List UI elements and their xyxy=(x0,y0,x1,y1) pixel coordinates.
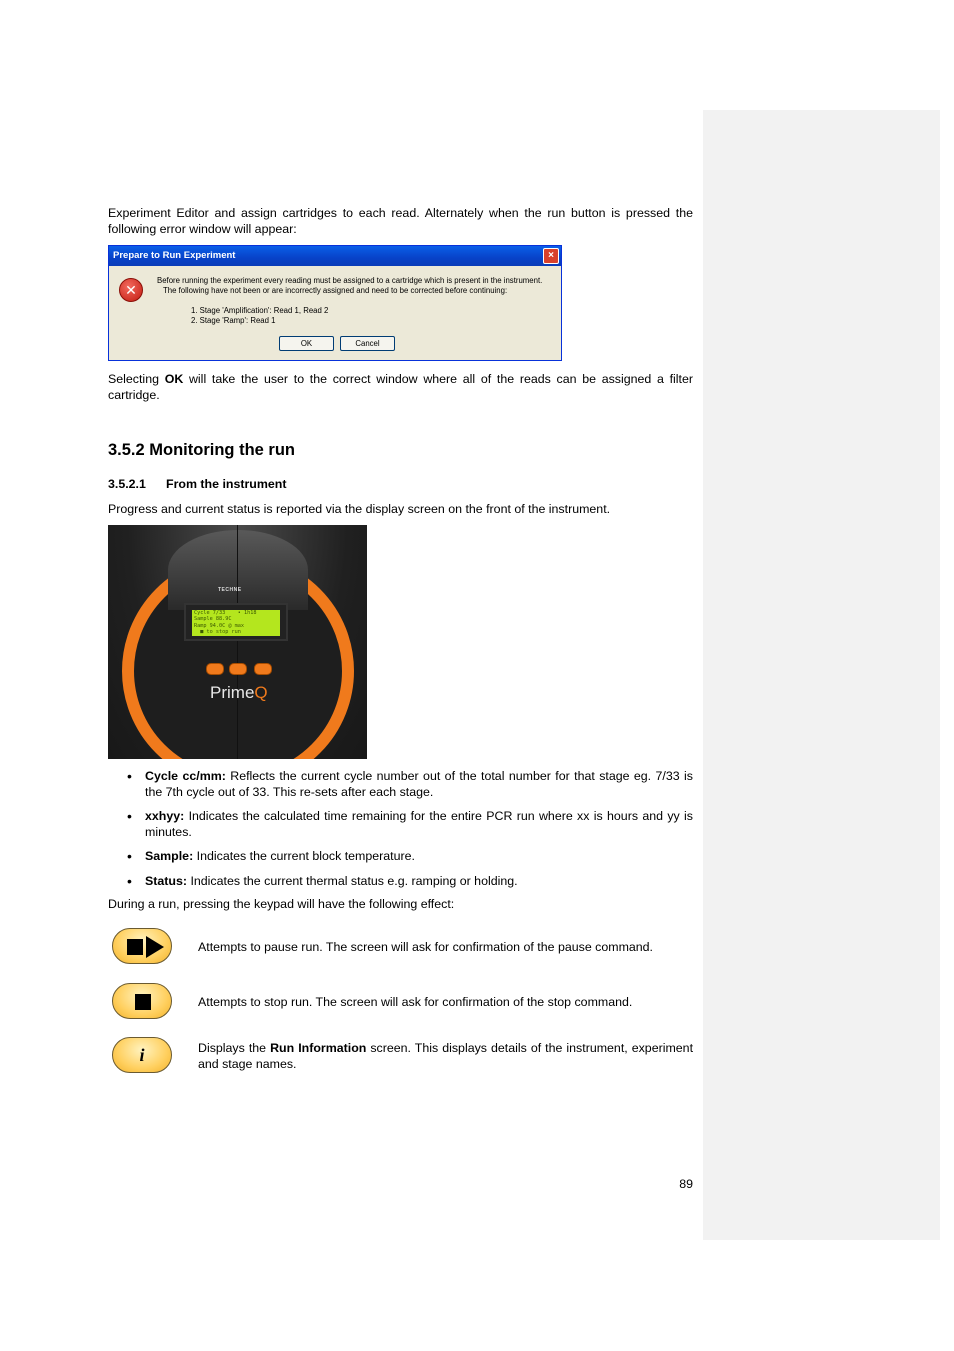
pause-description: Attempts to pause run. The screen will ask for confirmation of the pause command. xyxy=(198,940,654,954)
pause-square-shape xyxy=(127,939,143,955)
info-glyph: i xyxy=(139,1045,145,1065)
subsection-number: 3.5.2.1 xyxy=(108,477,146,491)
dialog-message-line1: Before running the experiment every reading must be assigned to a cartridge which is present in the instrument. xyxy=(157,276,543,285)
photo-dome xyxy=(168,530,308,610)
photo-info-key xyxy=(254,663,272,675)
text-bold: Status: xyxy=(145,874,187,888)
dialog-title: Prepare to Run Experiment xyxy=(113,250,236,261)
page-number: 89 xyxy=(679,1177,693,1191)
primeq-logo xyxy=(210,683,268,703)
bullet-item-cycle xyxy=(145,768,693,800)
bullet-icon: • xyxy=(127,848,132,864)
comment-margin xyxy=(703,110,940,1240)
stop-key-icon xyxy=(112,983,172,1019)
text-run: Indicates the current thermal status e.g. ramping or holding. xyxy=(187,874,518,888)
intro-paragraph: Experiment Editor and assign cartridges to each read. Alternately when the run button is pressed the following error window will appear: xyxy=(108,206,693,236)
lcd-display xyxy=(184,603,288,641)
lcd-line: Ramp 94.0C @ max xyxy=(194,622,244,629)
close-icon[interactable]: × xyxy=(543,248,559,264)
text-run: Reflects the current cycle number out of the total number for that stage eg. 7/33 is the 7th cycle out of 33. This re-sets after each stage. xyxy=(145,769,693,799)
progress-paragraph: Progress and current status is reported via the display screen on the front of the instrument. xyxy=(108,502,611,516)
lcd-line: Sample 88.9C xyxy=(194,616,232,623)
ok-button[interactable]: OK xyxy=(279,336,334,351)
lcd-screen xyxy=(192,610,280,636)
text-bold: Cycle cc/mm: xyxy=(145,769,226,783)
bullet-item-status xyxy=(145,873,693,889)
text-run: screen. This displays details of the instrument, experiment and stage names. xyxy=(198,1041,694,1071)
dialog-item: 1. Stage 'Amplification': Read 1, Read 2 xyxy=(191,306,329,315)
bullet-icon: • xyxy=(127,873,132,889)
error-dialog xyxy=(108,245,562,361)
selecting-ok-paragraph xyxy=(108,371,693,403)
logo-text: Prime xyxy=(210,683,255,702)
stop-description: Attempts to stop run. The screen will ask for confirmation of the stop command. xyxy=(198,995,633,1009)
bullet-icon: • xyxy=(127,768,132,784)
text-bold: xxhyy: xyxy=(145,809,185,823)
stop-square-shape xyxy=(135,994,151,1010)
dialog-item: 2. Stage 'Ramp': Read 1 xyxy=(191,316,276,325)
section-heading: 3.5.2 Monitoring the run xyxy=(108,441,296,459)
dialog-message xyxy=(157,276,557,296)
text-run: Selecting xyxy=(108,372,165,386)
dialog-item-list xyxy=(191,306,328,326)
photo-stop-key xyxy=(229,663,247,675)
dialog-titlebar xyxy=(109,246,561,266)
dialog-message-line2: The following have not been or are incorrectly assigned and need to be corrected before continuing: xyxy=(163,286,508,295)
lcd-line: ■ to stop run xyxy=(194,628,241,635)
photo-seam xyxy=(237,525,238,759)
bullet-item-sample xyxy=(145,848,693,864)
info-key-icon xyxy=(112,1037,172,1073)
text-run: Displays the xyxy=(198,1041,271,1055)
subsection-title: From the instrument xyxy=(166,477,287,491)
bullet-item-time xyxy=(145,808,693,840)
text-run: Indicates the current block temperature. xyxy=(193,849,415,863)
text-bold: Sample: xyxy=(145,849,194,863)
play-triangle-shape xyxy=(146,936,164,958)
text-run: Indicates the calculated time remaining for the entire PCR run where xx is hours and yy is minutes. xyxy=(145,809,693,839)
subsection-heading xyxy=(108,477,286,491)
info-description xyxy=(198,1040,693,1072)
error-icon: ✕ xyxy=(119,278,143,302)
photo-pause-key xyxy=(206,663,224,675)
text-bold: OK xyxy=(164,372,184,386)
pause-key-icon xyxy=(112,928,172,964)
lcd-line: Cycle 7/33 • 1h18 xyxy=(194,610,257,616)
text-run: will take the user to the correct window where all of the reads can be assigned a filter cartridge. xyxy=(108,372,693,402)
keypad-intro: During a run, pressing the keypad will have the following effect: xyxy=(108,897,455,911)
photo-brand: TECHNE xyxy=(218,587,242,593)
instrument-photo xyxy=(108,525,367,759)
bullet-icon: • xyxy=(127,808,132,824)
cancel-button[interactable]: Cancel xyxy=(340,336,395,351)
text-bold: Run Information xyxy=(270,1041,367,1055)
logo-accent: Q xyxy=(254,683,268,702)
